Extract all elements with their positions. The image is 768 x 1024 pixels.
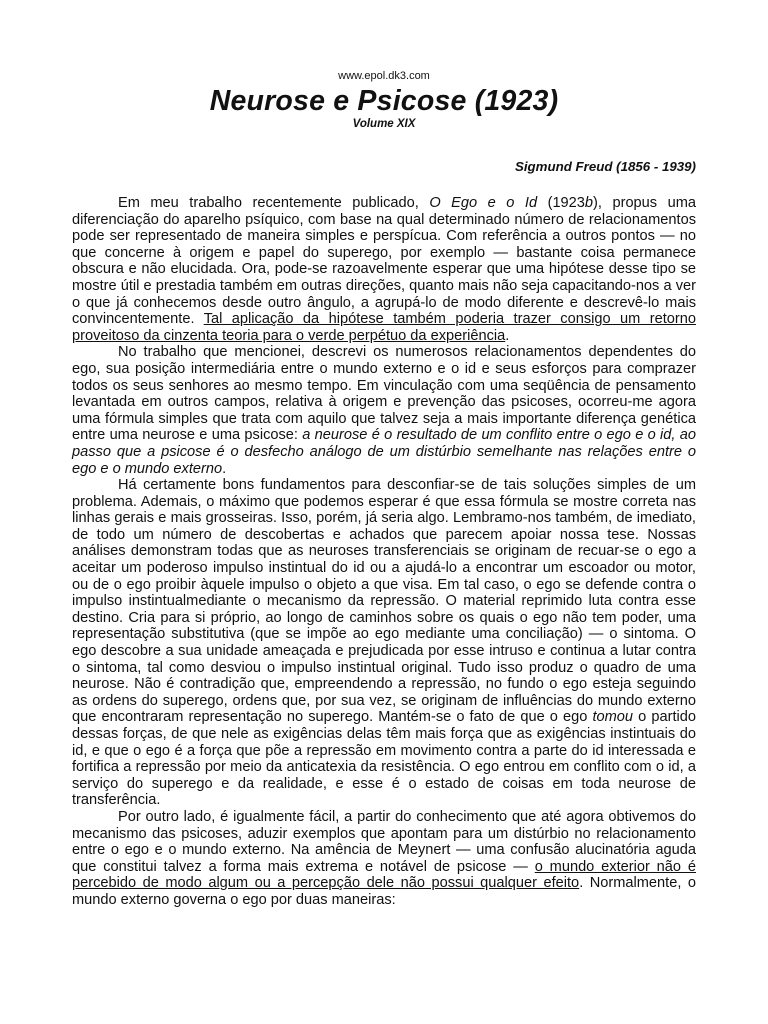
- document-page: [72, 0, 696, 909]
- text-run: Há certamente bons fundamentos para desconfiar-se de tais soluções simples de um problema. Ademais, o máximo que podemos esperar é que essa fórmula se mostre correta nas linhas gerais e mais grosseiras. Isso, porém, já seria algo. Lembramo-nos também, de imediato, de todo um número de descobertas e achados que parecem apoiar nossa tese. Nossas análises demonstram todas que as neuroses transferenciais se originam de recuar-se o ego a aceitar um poderoso impulso instintual do id ou a ajudá-lo a encontrar um escoador ou motor, ou de o ego proibir àquele impulso o objeto a que visa. Em tal caso, o ego se defende contra o impulso instintualmediante o mecanismo da repressão. O material reprimido luta contra esse destino. Cria para si próprio, ao longo de caminhos sobre os quais o ego não tem poder, uma representação substitutiva (que se impõe ao ego mediante uma conciliação) — o sintoma. O ego descobre a sua unidade ameaçada e prejudicada por esse intruso e continua a lutar contra o sintoma, tal como desviou o impulso instintual original. Tudo isso produz o quadro de uma neurose. Não é contradição que, empreendendo a repressão, no fundo o ego esteja seguindo as ordens do superego, ordens que, por sua vez, se originam de influências do mundo externo que encontraram representação no superego. Mantém-se o fato de que o ego: [72, 477, 696, 726]
- text-run: Em meu trabalho recentemente publicado,: [118, 195, 430, 211]
- paragraph-1: [72, 195, 696, 344]
- italic-passage: a neurose é o resultado de um conflito entre o ego e o id, ao passo que a psicose é o desfecho análogo de um distúrbio semelhante nas relações entre o ego e o mundo externo: [72, 427, 696, 477]
- body-text: [72, 195, 696, 909]
- paragraph-3: [72, 477, 696, 809]
- volume-label: Volume XIX: [352, 118, 416, 130]
- source-url: www.epol.dk3.com: [338, 70, 430, 82]
- text-run: (1923: [537, 195, 585, 211]
- document-title: Neurose e Psicose (1923): [209, 85, 559, 117]
- text-run: .: [505, 327, 510, 344]
- author-line: Sigmund Freud (1856 - 1939): [514, 159, 696, 174]
- italic-text: b: [584, 195, 594, 211]
- paragraph-4: [72, 809, 696, 909]
- underlined-passage: o mundo exterior não é percebido de modo algum ou a percepção dele não possui qualquer efeito: [72, 858, 696, 892]
- text-run: Por outro lado, é igualmente fácil, a partir do conhecimento que até agora obtivemos do mecanismo das psicoses, aduzir exemplos que apontam para um distúrbio no relacionamento entre o ego e o mundo externo. Na amência de Meynert — uma confusão alucinatória aguda que constitui talvez a forma mais extrema e notável de psicose —: [72, 808, 696, 875]
- paragraph-2: [72, 344, 696, 477]
- text-run: . Normalmente, o mundo externo governa o ego por duas maneiras:: [72, 875, 696, 908]
- text-run: ), propus uma diferenciação do aparelho psíquico, com base na qual determinado número de relacionamentos pode ser representado de maneira simples e perspícua. Com referência a outros pontos — no que concerne à origem e papel do superego, por exemplo — bastante coisa permanece obscura e não elucidada. Ora, pode-se razoavelmente esperar que uma hipótese desse tipo se mostre útil e prestadia também em outras direções, quanto mais não seja capacitando-nos a ver o que já conhecemos desde outro ângulo, a agrupá-lo de modo diferente e descrevê-lo mais convincentemente.: [72, 195, 696, 328]
- underlined-passage: Tal aplicação da hipótese também poderia trazer consigo um retorno proveitoso da cinzenta teoria para o verde perpétuo da experiência: [72, 311, 697, 344]
- text-run: No trabalho que mencionei, descrevi os numerosos relacionamentos dependentes do ego, sua posição intermediária entre o mundo externo e o id e seus esforços para comprazer todos os seus senhores ao mesmo tempo. Em vinculação com uma seqüência de pensamento levantada em outros campos, relativa à origem e prevenção das psicoses, ocorreu-me agora uma fórmula simples que trata com aquilo que talvez seja a mais importante diferença genética entre uma neurose e uma psicose:: [72, 344, 696, 444]
- text-run: o partido dessas forças, de que nele as exigências delas têm mais força que as exigências instintuais do id, e que o ego é a força que põe a repressão em movimento contra a parte do id interessada e fortifica a repressão por meio da anticatexia da resistência. O ego entrou em conflito com o id, a serviço do superego e da realidade, e esse é o estado de coisas em toda neurose de transferência.: [72, 709, 696, 809]
- italic-book-title: O Ego e o Id: [429, 195, 538, 211]
- text-run: .: [222, 460, 227, 477]
- italic-text: tomou: [592, 709, 634, 726]
